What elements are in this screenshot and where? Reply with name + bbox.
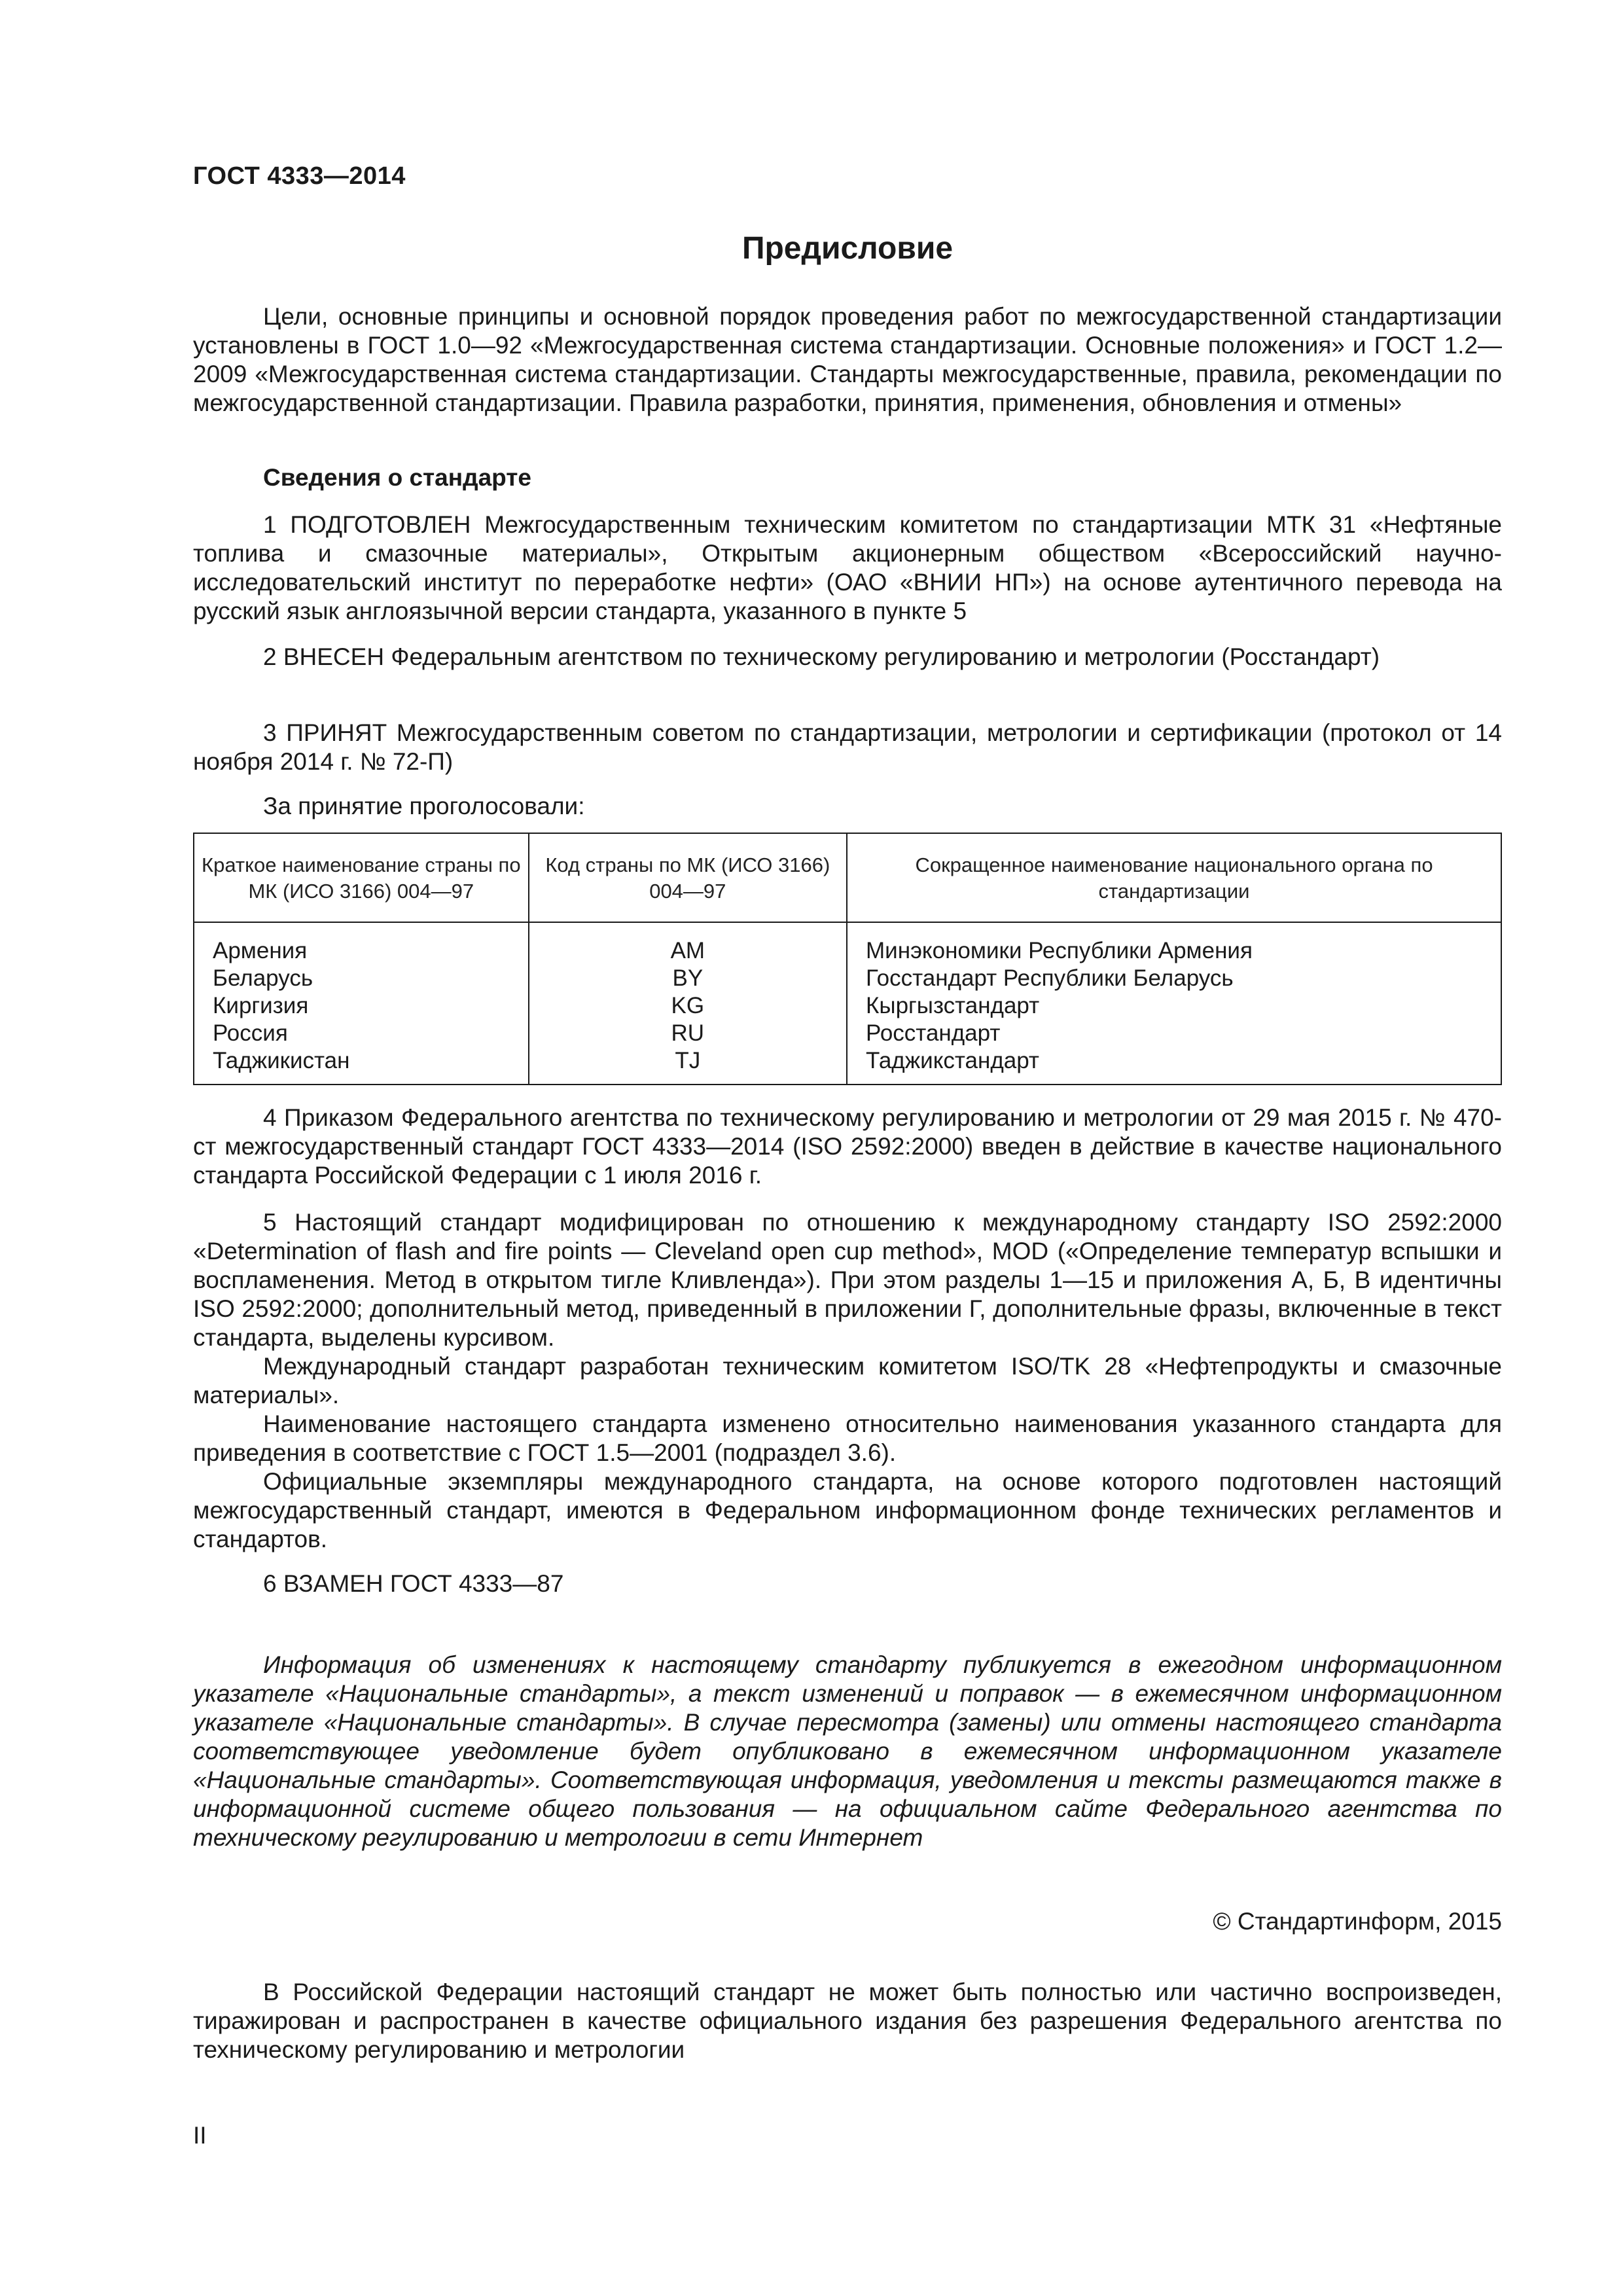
- info-heading: Сведения о стандарте: [263, 464, 531, 491]
- authority-cell: Кыргызстандарт: [847, 992, 1501, 1020]
- code-cell: RU: [529, 1020, 847, 1047]
- country-cell: Россия: [194, 1020, 529, 1047]
- item-5-tc: Международный стандарт разработан техническим комитетом ISO/TK 28 «Нефтепродукты и смазочные материалы».: [193, 1353, 1502, 1408]
- table-row: [194, 965, 1501, 992]
- table-row: [194, 1020, 1501, 1047]
- item-6: 6 ВЗАМЕН ГОСТ 4333—87: [263, 1570, 564, 1597]
- code-cell: KG: [529, 992, 847, 1020]
- table-row: [194, 922, 1501, 965]
- authority-cell: Минэкономики Республики Армения: [847, 922, 1501, 965]
- page-title: Предисловие: [741, 231, 954, 266]
- country-cell: Таджикистан: [194, 1047, 529, 1085]
- intro-paragraph: Цели, основные принципы и основной порядок проведения работ по межгосударственной стандартизации установлены в ГОСТ 1.0—92 «Межгосударственная система стандартизации. Основные положения» и ГОСТ 1.2—2009 «Межгосударственная система стандартизации. Стандарты межгосударственные, правила, рекомендации по межгосударственной стандартизации. Правила разработки, принятия, применения, обновления и отмены»: [193, 303, 1502, 416]
- item-2: 2 ВНЕСЕН Федеральным агентством по техническому регулированию и метрологии (Росстандарт): [263, 643, 1380, 670]
- country-cell: Армения: [194, 922, 529, 965]
- table-row: [194, 992, 1501, 1020]
- gost-code: ГОСТ 4333—2014: [193, 162, 406, 190]
- item-1: 1 ПОДГОТОВЛЕН Межгосударственным техническим комитетом по стандартизации МТК 31 «Нефтяные топлива и смазочные материалы», Открытым акционерным обществом «Всероссийский научно-исследовательский институт по переработке нефти» (ОАО «ВНИИ НП») на основе аутентичного перевода на русский язык англоязычной версии стандарта, указанного в пункте 5: [193, 511, 1502, 624]
- code-cell: TJ: [529, 1047, 847, 1085]
- item-5: 5 Настоящий стандарт модифицирован по отношению к международному стандарту ISO 2592:2000 «Determination of flash and fire points — Cleveland open cup method», MOD («Определение температур вспышки и воспламенения. Метод в открытом тигле Кливленда»). При этом разделы 1—15 и приложения А, Б, В идентичны ISO 2592:2000; дополнительный метод, приведенный в приложении Г, дополнительные фразы, включенные в текст стандарта, выделены курсивом.: [193, 1209, 1502, 1351]
- item-3: 3 ПРИНЯТ Межгосударственным советом по стандартизации, метрологии и сертификации (протокол от 14 ноября 2014 г. № 72-П): [193, 719, 1502, 775]
- authority-cell: Госстандарт Республики Беларусь: [847, 965, 1501, 992]
- item-5-name: Наименование настоящего стандарта изменено относительно наименования указанного стандарта для приведения в соответствие с ГОСТ 1.5—2001 (подраздел 3.6).: [193, 1410, 1502, 1466]
- voting-table: [193, 833, 1502, 1085]
- table-header-row: [194, 833, 1501, 922]
- code-cell: BY: [529, 965, 847, 992]
- item-5-copies: Официальные экземпляры международного стандарта, на основе которого подготовлен настоящий межгосударственный стандарт, имеются в Федеральном информационном фонде технических регламентов и стандартов.: [193, 1468, 1502, 1552]
- page-number: II: [193, 2122, 207, 2149]
- vote-label: За принятие проголосовали:: [263, 793, 585, 819]
- header-country: Краткое наименование страны по МК (ИСО 3166) 004—97: [194, 833, 529, 922]
- rights-paragraph: В Российской Федерации настоящий стандарт не может быть полностью или частично воспроизведен, тиражирован и распространен в качестве официального издания без разрешения Федерального агентства по техническому регулированию и метрологии: [193, 1979, 1502, 2063]
- country-cell: Беларусь: [194, 965, 529, 992]
- changes-notice: Информация об изменениях к настоящему стандарту публикуется в ежегодном информационном указателе «Национальные стандарты», а текст изменений и поправок — в ежемесячном информационном указателе «Национальные стандарты». В случае пересмотра (замены) или отмены настоящего стандарта соответствующее уведомление будет опубликовано в ежемесячном информационном указателе «Национальные стандарты». Соответствующая информация, уведомления и тексты размещаются также в информационной системе общего пользования — на официальном сайте Федерального агентства по техническому регулированию и метрологии в сети Интернет: [193, 1651, 1502, 1851]
- authority-cell: Таджикстандарт: [847, 1047, 1501, 1085]
- code-cell: AM: [529, 922, 847, 965]
- header-authority: Сокращенное наименование национального органа по стандартизации: [847, 833, 1501, 922]
- country-cell: Киргизия: [194, 992, 529, 1020]
- table-row: [194, 1047, 1501, 1085]
- header-code: Код страны по МК (ИСО 3166) 004—97: [529, 833, 847, 922]
- copyright: © Стандартинформ, 2015: [1213, 1908, 1502, 1935]
- authority-cell: Росстандарт: [847, 1020, 1501, 1047]
- item-4: 4 Приказом Федерального агентства по техническому регулированию и метрологии от 29 мая 2015 г. № 470-ст межгосударственный стандарт ГОСТ 4333—2014 (ISO 2592:2000) введен в действие в качестве национального стандарта Российской Федерации с 1 июля 2016 г.: [193, 1104, 1502, 1189]
